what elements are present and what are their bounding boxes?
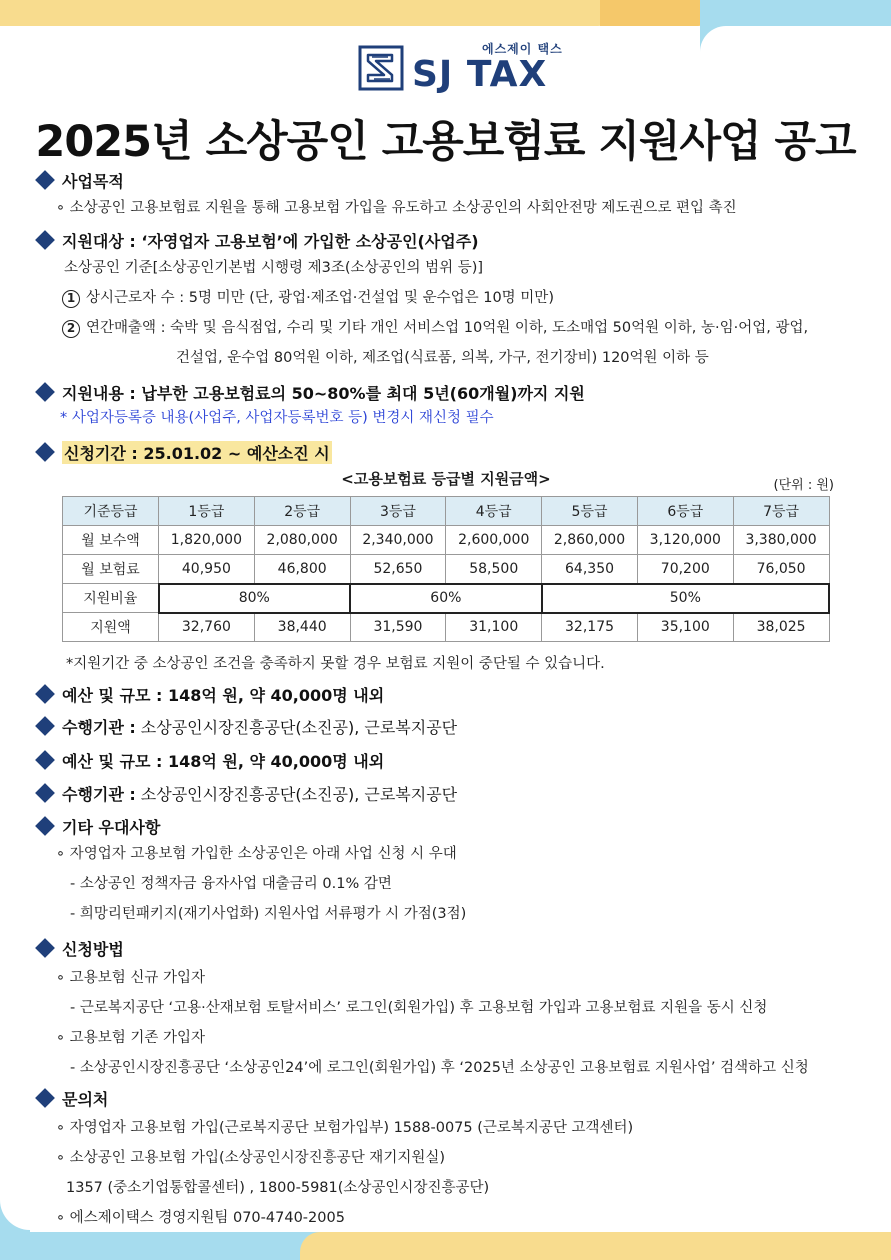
decor-top-left-bar (0, 0, 620, 26)
diamond-bullet-icon (35, 170, 55, 190)
contact-line: ∘ 소상공인 고용보험 가입(소상공인시장진흥공단 재기지원실) (56, 1150, 445, 1166)
section-agency (36, 714, 856, 738)
contact-line: ∘ 에스제이택스 경영지원팀 070-4740-2005 (56, 1210, 345, 1226)
row-label: 지원액 (63, 613, 159, 642)
table-row-amount (63, 613, 830, 642)
method-line: - 근로복지공단 ‘고용·산재보험 토탈서비스’ 로그인(회원가입) 후 고용보험 가입과 고용보험료 지원을 동시 신청 (70, 1000, 768, 1016)
agency-text: 소상공인시장진흥공단(소진공), 근로복지공단 (140, 784, 458, 804)
table-caption: <고용보험료 등급별 지원금액> (341, 470, 551, 488)
diamond-bullet-icon (35, 442, 55, 462)
table-row-salary (63, 526, 830, 555)
section-heading: 신청기간 : 25.01.02 ~ 예산소진 시 (62, 441, 332, 464)
sjtax-logo-icon (358, 45, 404, 91)
logo-wordmark: SJ TAX (412, 54, 548, 95)
table-cell: 2,600,000 (446, 526, 542, 555)
row-label: 월 보수액 (63, 526, 159, 555)
section-heading: 신청방법 (62, 939, 124, 959)
target-item-1-text: 상시근로자 수 : 5명 미만 (단, 광업·제조업·건설업 및 운수업은 10명 미만) (86, 290, 554, 306)
table-footnote: *지원기간 중 소상공인 조건을 충족하지 못할 경우 보험료 지원이 중단될 수 있습니다. (66, 656, 605, 672)
section-method (36, 936, 856, 960)
section-heading: 사업목적 (62, 171, 124, 191)
table-cell: 52,650 (350, 555, 446, 584)
table-cell: 31,100 (446, 613, 542, 642)
table-cell: 38,440 (254, 613, 350, 642)
table-cell: 32,760 (159, 613, 255, 642)
section-content (36, 380, 856, 404)
diamond-bullet-icon (35, 716, 55, 736)
section-heading: 지원내용 : 납부한 고용보험료의 50~80%를 최대 5년(60개월)까지 지원 (62, 383, 585, 403)
method-line: ∘ 고용보험 기존 가입자 (56, 1030, 205, 1046)
benefit-line: - 소상공인 정책자금 융자사업 대출금리 0.1% 감면 (70, 876, 392, 892)
table-cell: 3,120,000 (637, 526, 733, 555)
section-contact (36, 1086, 856, 1110)
diamond-bullet-icon (35, 816, 55, 836)
table-cell: 40,950 (159, 555, 255, 584)
section-period (36, 440, 856, 464)
target-item-1 (62, 286, 856, 310)
table-cell: 50% (542, 584, 829, 613)
table-cell: 80% (159, 584, 351, 613)
number-circle-icon: 1 (62, 290, 80, 308)
logo-subtitle: 에스제이 택스 (482, 42, 563, 56)
table-cell: 35,100 (637, 613, 733, 642)
table-header-cell: 5등급 (542, 497, 638, 526)
decor-top-right-curve (700, 26, 891, 66)
grade-support-table (62, 496, 830, 642)
number-circle-icon: 2 (62, 320, 80, 338)
row-label: 지원비율 (63, 584, 159, 613)
section-heading: 수행기관 : (62, 784, 136, 804)
diamond-bullet-icon (35, 684, 55, 704)
benefit-line: ∘ 자영업자 고용보험 가입한 소상공인은 아래 사업 신청 시 우대 (56, 846, 457, 862)
diamond-bullet-icon (35, 750, 55, 770)
table-header-cell: 1등급 (159, 497, 255, 526)
section-heading: 예산 및 규모 : 148억 원, 약 40,000명 내외 (62, 685, 385, 705)
table-cell: 2,080,000 (254, 526, 350, 555)
diamond-bullet-icon (35, 382, 55, 402)
diamond-bullet-icon (35, 783, 55, 803)
table-header-cell: 2등급 (254, 497, 350, 526)
table-cell: 64,350 (542, 555, 638, 584)
table-header-cell: 기준등급 (63, 497, 159, 526)
diamond-bullet-icon (35, 938, 55, 958)
purpose-text: ∘ 소상공인 고용보험료 지원을 통해 고용보험 가입을 유도하고 소상공인의 사회안전망 제도권으로 편입 촉진 (56, 200, 737, 216)
target-item-2-cont: 건설업, 운수업 80억원 이하, 제조업(식료품, 의복, 가구, 전기장비) 120억원 이하 등 (176, 350, 709, 366)
page-title: 2025년 소상공인 고용보험료 지원사업 공고 (35, 117, 856, 167)
target-criteria: 소상공인 기준[소상공인기본법 시행령 제3조(소상공인의 범위 등)] (64, 260, 484, 276)
table-cell: 46,800 (254, 555, 350, 584)
decor-bottom-bar-yellow (300, 1232, 891, 1260)
target-item-2 (62, 316, 856, 340)
content-note: * 사업자등록증 내용(사업주, 사업자등록번호 등) 변경시 재신청 필수 (60, 410, 494, 426)
table-cell: 60% (350, 584, 542, 613)
table-cell: 76,050 (733, 555, 829, 584)
table-unit: (단위 : 원) (773, 478, 834, 493)
section-purpose (36, 168, 856, 192)
table-cell: 58,500 (446, 555, 542, 584)
benefit-line: - 희망리턴패키지(재기사업화) 지원사업 서류평가 시 가점(3점) (70, 906, 467, 922)
section-target (36, 228, 856, 252)
table-cell: 1,820,000 (159, 526, 255, 555)
section-heading: 기타 우대사항 (62, 817, 161, 837)
table-row-ratio (63, 584, 830, 613)
table-cell: 3,380,000 (733, 526, 829, 555)
table-header-cell: 4등급 (446, 497, 542, 526)
table-cell: 70,200 (637, 555, 733, 584)
row-label: 월 보험료 (63, 555, 159, 584)
section-budget (36, 682, 856, 706)
table-caption-row (36, 466, 856, 494)
table-cell: 38,025 (733, 613, 829, 642)
table-cell: 32,175 (542, 613, 638, 642)
table-cell: 31,590 (350, 613, 446, 642)
table-cell: 2,860,000 (542, 526, 638, 555)
method-line: ∘ 고용보험 신규 가입자 (56, 970, 205, 986)
section-benefit (36, 814, 856, 838)
diamond-bullet-icon (35, 1088, 55, 1108)
contact-line: ∘ 자영업자 고용보험 가입(근로복지공단 보험가입부) 1588-0075 (근로복지공단 고객센터) (56, 1120, 634, 1136)
notice-body (36, 168, 856, 1230)
method-line: - 소상공인시장진흥공단 ‘소상공인24’에 로그인(회원가입) 후 ‘2025년 소상공인 고용보험료 지원사업’ 검색하고 신청 (70, 1060, 809, 1076)
target-item-2-text: 연간매출액 : 숙박 및 음식점업, 수리 및 기타 개인 서비스업 10억원 이하, 도소매업 50억원 이하, 농·임·어업, 광업, (86, 320, 809, 336)
section-agency-2 (36, 781, 856, 805)
section-budget-2 (36, 748, 856, 772)
table-header-cell: 7등급 (733, 497, 829, 526)
table-header-cell: 6등급 (637, 497, 733, 526)
table-header-cell: 3등급 (350, 497, 446, 526)
sjtax-logo (358, 40, 563, 96)
agency-text: 소상공인시장진흥공단(소진공), 근로복지공단 (140, 717, 458, 737)
section-heading: 문의처 (62, 1089, 109, 1109)
decor-bottom-bar-blue (0, 1232, 340, 1260)
section-heading: 지원대상 : ‘자영업자 고용보험’에 가입한 소상공인(사업주) (62, 231, 479, 251)
table-row-premium (63, 555, 830, 584)
section-heading: 예산 및 규모 : 148억 원, 약 40,000명 내외 (62, 751, 385, 771)
contact-line: 1357 (중소기업통합콜센터) , 1800-5981(소상공인시장진흥공단) (66, 1180, 490, 1196)
section-heading: 수행기관 : (62, 717, 136, 737)
table-header-row (63, 497, 830, 526)
table-cell: 2,340,000 (350, 526, 446, 555)
diamond-bullet-icon (35, 230, 55, 250)
